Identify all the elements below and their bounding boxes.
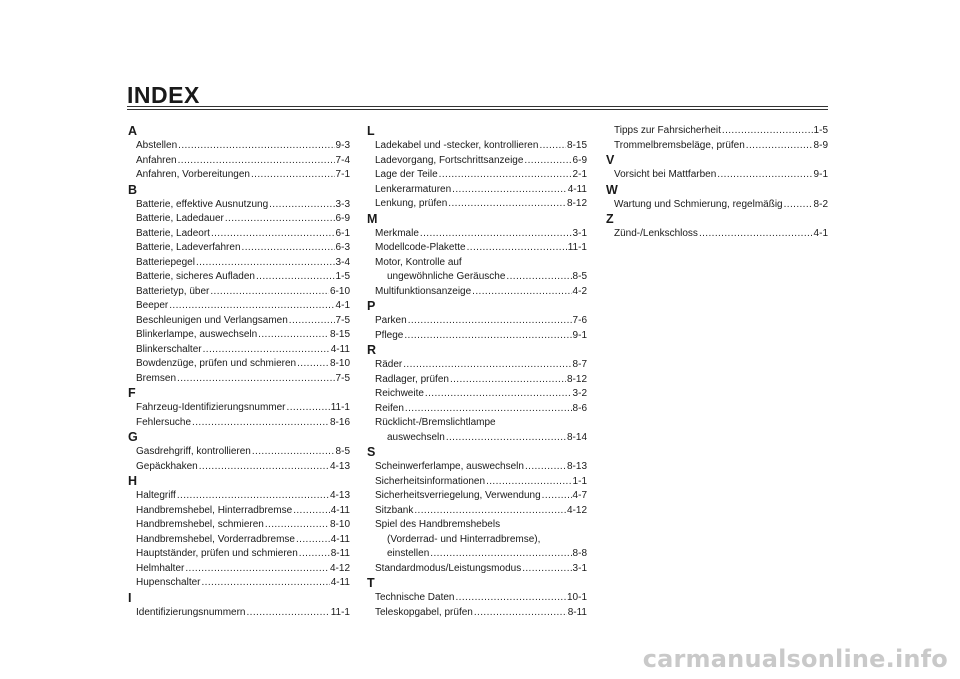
index-entry-label: Standardmodus/Leistungsmodus (375, 562, 522, 574)
index-letter-heading: V (606, 153, 615, 167)
index-entry (128, 198, 350, 213)
index-entry (367, 183, 587, 198)
index-entry-label: Sitzbank (375, 504, 414, 516)
index-entry-label: Identifizierungsnummern (136, 606, 246, 618)
dot-leader (297, 357, 329, 372)
dot-leader (211, 227, 335, 242)
index-entry-text: Motor, Kontrolle auf (375, 256, 462, 268)
index-entry-page: 3-1 (572, 562, 587, 574)
index-entry (367, 227, 587, 242)
index-entry-page: 8-8 (572, 548, 587, 559)
index-column-1 (128, 124, 350, 620)
index-letter-heading: H (128, 474, 138, 488)
index-entry-page: 6-9 (335, 213, 350, 224)
dot-leader (299, 547, 330, 562)
dot-leader (296, 533, 330, 548)
index-entry-page: 1-5 (813, 125, 828, 136)
index-column-3 (606, 124, 828, 242)
dot-leader (506, 270, 571, 285)
watermark: carmanualsonline.info (642, 645, 948, 673)
index-entry-text: (Vorderrad- und Hinterradbremse), (387, 533, 541, 545)
dot-leader (784, 198, 813, 213)
dot-leader (289, 314, 335, 329)
index-entry-label: Trommelbremsbeläge, prüfen (614, 139, 745, 151)
index-entry (606, 168, 828, 183)
index-entry-page: 4-12 (329, 562, 350, 574)
index-entry (128, 562, 350, 577)
index-entry-text: Rücklicht-/Bremslichtlampe (375, 417, 496, 428)
dot-leader (287, 401, 330, 416)
index-entry-page: 7-1 (335, 169, 350, 180)
index-entry (367, 314, 587, 329)
index-entry (367, 504, 587, 519)
index-entry-label: Sicherheitsinformationen (375, 475, 486, 487)
index-entry-page: 8-10 (329, 358, 350, 369)
index-entry (367, 358, 587, 373)
index-entry-label: Helmhalter (136, 562, 185, 574)
index-entry-label: Ladekabel und -stecker, kontrollieren (375, 140, 539, 151)
dot-leader (420, 227, 572, 242)
index-column-2 (367, 124, 587, 620)
dot-leader (456, 591, 566, 606)
dot-leader (247, 606, 330, 621)
index-entry-page: 1-5 (335, 271, 350, 282)
index-entry (128, 314, 350, 329)
index-entry-page: 8-7 (572, 359, 587, 370)
index-entry-label: Ladevorgang, Fortschrittsanzeige (375, 154, 524, 166)
index-entry-label: Technische Daten (375, 592, 455, 603)
index-entry (367, 373, 587, 388)
dot-leader (746, 139, 813, 154)
index-entry-label: Batterie, Ladeort (136, 227, 210, 239)
index-entry-label: Blinkerlampe, auswechseln (136, 329, 258, 340)
index-entry-page: 6-3 (335, 242, 350, 253)
index-letter-heading: G (128, 430, 138, 444)
index-entry-page: 8-5 (572, 271, 587, 282)
index-letter-heading: S (367, 445, 376, 459)
index-entry-page: 1-1 (572, 475, 587, 487)
index-entry (128, 372, 350, 387)
dot-leader (269, 198, 334, 213)
index-entry-label: Fehlersuche (136, 416, 192, 428)
index-entry-label: Lage der Teile (375, 169, 438, 180)
dot-leader (467, 241, 567, 256)
index-entry-page: 8-15 (329, 329, 350, 340)
index-entry (367, 329, 587, 344)
index-entry-label: Reichweite (375, 388, 424, 399)
index-entry-label: Wartung und Schmierung, regelmäßig (614, 198, 783, 210)
index-entry-page: 8-11 (567, 606, 587, 618)
index-entry-page: 4-1 (813, 228, 828, 239)
index-entry (128, 533, 350, 548)
index-entry-label: Anfahren, Vorbereitungen (136, 169, 250, 180)
dot-leader (177, 372, 335, 387)
index-entry-page: 11-1 (567, 242, 587, 253)
dot-leader (178, 139, 334, 154)
index-letter-heading: Z (606, 212, 614, 226)
index-entry (128, 139, 350, 154)
index-entry-label: Gepäckhaken (136, 460, 198, 472)
index-entry-page: 4-13 (329, 460, 350, 472)
index-entry-page: 10-1 (566, 592, 587, 603)
index-entry-label: Anfahren (136, 154, 177, 166)
index-entry-page: 8-11 (330, 548, 350, 559)
dot-leader (258, 328, 329, 343)
dot-leader (722, 124, 813, 139)
index-entry-page: 3-3 (335, 198, 350, 210)
dot-leader (196, 256, 335, 271)
index-entry-label: Modellcode-Plakette (375, 242, 466, 253)
dot-leader (265, 518, 329, 533)
index-entry (128, 606, 350, 621)
dot-leader (192, 416, 329, 431)
index-entry-page: 6-10 (329, 285, 350, 297)
index-entry (606, 139, 828, 154)
dot-leader (539, 139, 566, 154)
index-entry-text: Spiel des Handbremshebels (375, 519, 501, 530)
index-entry (367, 606, 587, 621)
dot-leader (404, 329, 571, 344)
index-entry (128, 285, 350, 300)
index-entry (367, 562, 587, 577)
index-entry-page: 3-4 (335, 256, 350, 268)
index-entry-label: Handbremshebel, schmieren (136, 519, 264, 530)
index-entry (367, 402, 587, 417)
dot-leader (430, 547, 571, 562)
index-letter-heading: A (128, 124, 138, 138)
index-entry-label: Radlager, prüfen (375, 373, 449, 385)
index-entry (367, 285, 587, 300)
index-entry-page: 6-9 (572, 154, 587, 166)
title-rule (127, 106, 828, 110)
index-entry-label: Merkmale (375, 227, 419, 239)
index-entry (128, 154, 350, 169)
index-entry-page: 8-9 (813, 139, 828, 151)
index-entry (128, 168, 350, 183)
index-entry-page: 8-2 (813, 198, 828, 210)
index-entry (606, 227, 828, 242)
index-entry (367, 154, 587, 169)
index-entry-label: Hupenschalter (136, 577, 201, 588)
index-entry-label: Tipps zur Fahrsicherheit (614, 125, 721, 136)
index-letter-heading: W (606, 182, 618, 197)
index-entry (606, 198, 828, 213)
index-entry-page: 4-11 (330, 343, 350, 355)
index-entry (367, 460, 587, 475)
dot-leader (210, 285, 329, 300)
dot-leader (439, 168, 572, 183)
index-letter-heading: L (367, 124, 375, 138)
index-entry-page: 8-13 (566, 461, 587, 472)
index-entry-page: 8-6 (572, 402, 587, 414)
index-entry-label: Hauptständer, prüfen und schmieren (136, 548, 298, 559)
index-entry (128, 270, 350, 285)
dot-leader (472, 285, 571, 300)
dot-leader (185, 562, 329, 577)
dot-leader (524, 154, 571, 169)
dot-leader (525, 460, 566, 475)
index-entry-page: 4-11 (330, 577, 350, 588)
index-entry-page: 3-2 (572, 388, 587, 399)
index-entry (367, 197, 587, 212)
page-title: INDEX (127, 82, 200, 108)
index-entry-label: Reifen (375, 402, 404, 414)
dot-leader (201, 576, 329, 591)
index-entry-page: 7-4 (335, 154, 350, 166)
index-entry-page: 9-1 (572, 329, 587, 341)
index-letter-heading: M (367, 211, 378, 226)
index-entry-page: 4-2 (572, 285, 587, 297)
index-entry (128, 328, 350, 343)
dot-leader (242, 241, 335, 256)
index-letter-heading: R (367, 343, 377, 357)
index-entry (128, 460, 350, 475)
index-entry-label: Batteriepegel (136, 256, 195, 268)
dot-leader (177, 489, 329, 504)
index-entry-label: Beschleunigen und Verlangsamen (136, 314, 288, 326)
index-entry (128, 357, 350, 372)
index-entry (128, 518, 350, 533)
index-entry-label: Vorsicht bei Mattfarben (614, 169, 717, 180)
index-entry-label: Blinkerschalter (136, 343, 202, 355)
dot-leader (403, 358, 571, 373)
index-entry-page: 4-7 (572, 490, 587, 501)
index-entry-page: 4-1 (335, 300, 350, 311)
dot-leader (252, 445, 335, 460)
dot-leader (203, 343, 330, 358)
index-entry-page: 11-1 (330, 402, 350, 413)
index-entry (367, 547, 587, 562)
index-entry-label: Batterie, Ladeverfahren (136, 242, 241, 253)
dot-leader (699, 227, 813, 242)
index-letter-heading: P (367, 299, 376, 313)
index-entry-page: 7-5 (335, 314, 350, 326)
index-entry-label: Fahrzeug-Identifizierungsnummer (136, 402, 286, 413)
index-entry-label: Sicherheitsverriegelung, Verwendung (375, 490, 541, 501)
dot-leader (717, 168, 812, 183)
index-entry-label: Abstellen (136, 140, 178, 151)
dot-leader (405, 402, 572, 417)
dot-leader (542, 489, 572, 504)
index-entry-label: Batterietyp, über (136, 285, 210, 297)
index-entry (367, 387, 587, 402)
index-entry-label: Zünd-/Lenkschloss (614, 228, 698, 239)
index-entry (367, 431, 587, 446)
index-entry-page: 8-10 (329, 519, 350, 530)
index-entry-label: Handbremshebel, Hinterradbremse (136, 504, 293, 516)
index-entry-page: 11-1 (330, 606, 350, 618)
index-entry-page: 4-11 (330, 504, 350, 516)
index-entry-label: Handbremshebel, Vorderradbremse (136, 533, 295, 545)
index-entry (367, 489, 587, 504)
dot-leader (522, 562, 571, 577)
index-entry-page: 8-12 (566, 198, 587, 209)
index-entry-page: 9-1 (813, 169, 828, 180)
dot-leader (425, 387, 572, 402)
index-letter-heading: F (128, 386, 136, 400)
index-entry (128, 212, 350, 227)
index-entry-page: 8-5 (335, 446, 350, 457)
index-entry (128, 445, 350, 460)
index-entry-page: 8-15 (566, 140, 587, 151)
index-entry-label: Haltegriff (136, 490, 176, 501)
index-entry (128, 401, 350, 416)
index-entry-label: Beeper (136, 300, 169, 311)
index-entry-page: 4-11 (330, 533, 350, 545)
index-entry (128, 416, 350, 431)
index-entry (128, 547, 350, 562)
index-entry (128, 256, 350, 271)
index-entry (128, 343, 350, 358)
index-entry-page: 8-14 (566, 431, 587, 443)
dot-leader (474, 606, 567, 621)
index-entry-page: 4-12 (566, 504, 587, 516)
index-entry (367, 270, 587, 285)
dot-leader (251, 168, 335, 183)
index-entry (128, 299, 350, 314)
index-entry-label: einstellen (387, 548, 430, 559)
dot-leader (408, 314, 572, 329)
index-entry-label: Scheinwerferlampe, auswechseln (375, 461, 524, 472)
index-entry-page: 6-1 (335, 227, 350, 239)
index-entry-label: Bowdenzüge, prüfen und schmieren (136, 358, 297, 369)
dot-leader (450, 373, 566, 388)
dot-leader (225, 212, 335, 227)
index-entry (128, 489, 350, 504)
index-entry (367, 591, 587, 606)
index-entry (367, 475, 587, 490)
dot-leader (446, 431, 566, 446)
index-entry-page: 3-1 (572, 227, 587, 239)
dot-leader (256, 270, 335, 285)
index-entry-label: Parken (375, 315, 407, 326)
dot-leader (486, 475, 571, 490)
index-entry-page: 4-11 (567, 183, 587, 195)
index-entry-label: Räder (375, 359, 403, 370)
dot-leader (414, 504, 566, 519)
index-entry (367, 168, 587, 183)
dot-leader (448, 197, 566, 212)
index-entry-label: ungewöhnliche Geräusche (387, 271, 506, 282)
index-entry-label: Lenkung, prüfen (375, 198, 448, 209)
index-entry-page: 8-12 (566, 373, 587, 385)
index-entry (128, 504, 350, 519)
index-entry-label: Pflege (375, 329, 404, 341)
index-entry-page: 7-6 (572, 315, 587, 326)
dot-leader (452, 183, 567, 198)
index-entry-label: Batterie, effektive Ausnutzung (136, 198, 269, 210)
index-letter-heading: I (128, 590, 132, 605)
index-entry-page: 8-16 (329, 416, 350, 428)
index-entry-label: Multifunktionsanzeige (375, 285, 472, 297)
index-entry-label: Teleskopgabel, prüfen (375, 606, 473, 618)
dot-leader (169, 299, 334, 314)
index-entry (367, 139, 587, 154)
index-entry-page: 2-1 (572, 169, 587, 180)
index-letter-heading: T (367, 576, 375, 590)
index-entry-label: Lenkerarmaturen (375, 183, 452, 195)
index-entry-label: Batterie, Ladedauer (136, 213, 224, 224)
index-entry-page: 4-13 (329, 490, 350, 501)
dot-leader (199, 460, 329, 475)
index-entry (367, 241, 587, 256)
index-letter-heading: B (128, 182, 138, 197)
index-entry-page: 9-3 (335, 140, 350, 151)
index-entry (128, 227, 350, 242)
index-entry-label: auswechseln (387, 431, 445, 443)
index-entry-label: Bremsen (136, 372, 177, 384)
index-entry (128, 576, 350, 591)
dot-leader (178, 154, 335, 169)
dot-leader (293, 504, 330, 519)
index-entry-label: Batterie, sicheres Aufladen (136, 271, 255, 282)
index-entry (128, 241, 350, 256)
index-entry-label: Gasdrehgriff, kontrollieren (136, 446, 251, 457)
index-entry (606, 124, 828, 139)
index-entry-page: 7-5 (335, 372, 350, 384)
